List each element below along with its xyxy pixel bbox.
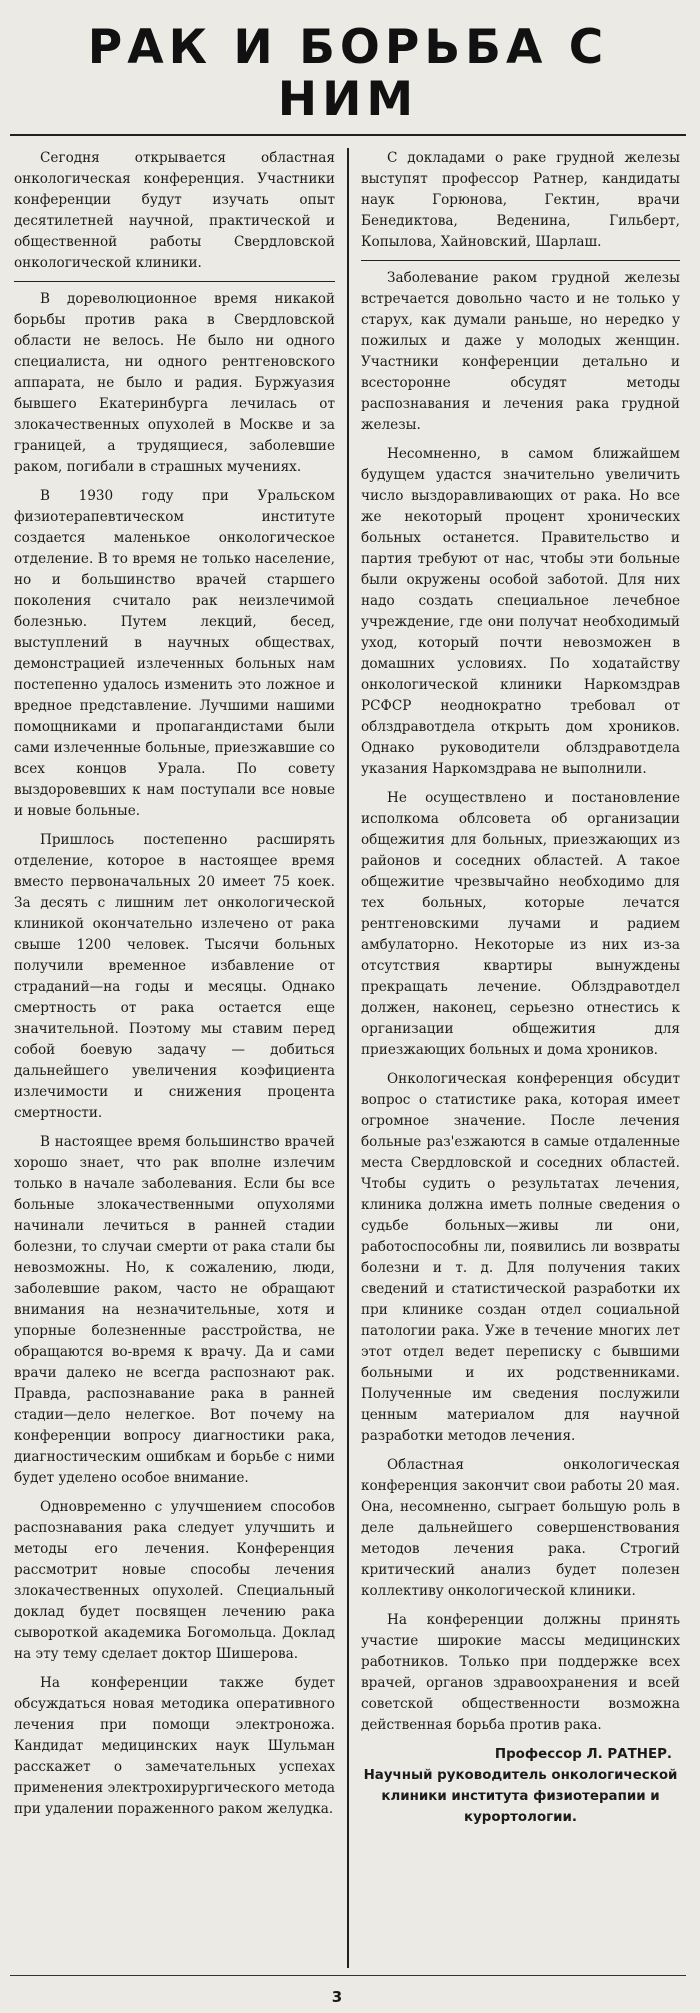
paragraph: Одновременно с улучшением способов распознавания рака следует улучшить и методы его лечения. Конференция рассмотрит новые способы лечения злокачественных опухолей. Специальный доклад будет посвящен лечению рака сывороткой академика Богомольца. Доклад на эту тему сделает доктор Шишерова. bbox=[14, 1499, 335, 1662]
article-body bbox=[10, 148, 686, 1968]
column-divider bbox=[347, 148, 349, 1968]
left-column bbox=[10, 148, 345, 1968]
paragraph: В 1930 году при Уральском физиотерапевтическом институте создается маленькое онкологическое отделение. В то время не только население, но и большинство врачей старшего поколения считало рак неизлечимой болезнью. Путем лекций, бесед, выступлений в научных обществах, демонстрацией излеченных больных нам постепенно удалось изменить это ложное и вредное представление. Лучшими нашими помощниками и пропагандистами были сами излеченные больные, приезжавшие со всех концов Урала. По совету выздоровевших к нам поступали все новые и новые больные. bbox=[14, 488, 335, 819]
bottom-divider bbox=[10, 1975, 686, 1976]
paragraph: На конференции должны принять участие широкие массы медицинских работников. Только при поддержке всех врачей, органов здравоохранения и всей советской общественности возможна действенная борьба против рака. bbox=[361, 1612, 680, 1733]
paragraph: Не осуществлено и постановление исполкома облсовета об организации общежития для больных, приезжающих из районов и соседних областей. А такое общежитие чрезвычайно необходимо для тех больных, которые лечатся рентгеновскими лучами и радием амбулаторно. Некоторые из них из-за отсутствия квартиры вынуждены прекращать лечение. Облздравотдел должен, наконец, серьезно отнестись к организации общежития для приезжающих больных и дома хроников. bbox=[361, 790, 680, 1058]
paragraph: Несомненно, в самом ближайшем будущем удастся значительно увеличить число выздоравливающих от рака. Но все же некоторый процент хронических больных останется. Правительство и партия требуют от нас, чтобы эти больные были окружены особой заботой. Для них надо создать специальное лечебное учреждение, где они получат необходимый уход, который почти невозможен в домашних условиях. По ходатайству онкологической клиники Наркомздрав РСФСР неоднократно требовал от облздравотдела открыть дом хроников. Однако руководители облздравотдела указания Наркомздрава не выполнили. bbox=[361, 446, 680, 777]
author-role: Научный руководитель онкологической клиники института физиотерапии и курортологии. bbox=[363, 1768, 678, 1825]
paragraph: Заболевание раком грудной железы встречается довольно часто и не только у старух, как думали раньше, но нередко у пожилых и даже у молодых женщин. Участники конференции детально и всесторонне обсудят методы распознавания и лечения рака грудной железы. bbox=[361, 270, 680, 433]
paragraph: Онкологическая конференция обсудит вопрос о статистике рака, которая имеет огромное значение. После лечения больные раз'езжаются в самые отдаленные места Свердловской и соседних областей. Чтобы судить о результатах лечения, клиника должна иметь полные сведения о судьбе больных—живы ли они, работоспособны ли, появились ли возвраты болезни и т. д. Для получения таких сведений и статистической разработки их при клинике создан отдел социальной патологии рака. Уже в течение многих лет этот отдел ведет переписку с бывшими больными и их родственниками. Полученные им сведения послужили ценным материалом для научной разработки методов лечения. bbox=[361, 1071, 680, 1444]
paragraph: С докладами о раке грудной железы выступят профессор Ратнер, кандидаты наук Горюнова, Гектин, врачи Бенедиктова, Веденина, Гильберт, Копылова, Хайновский, Шарлаш. bbox=[361, 148, 680, 261]
author-name: Профессор Л. РАТНЕР. bbox=[494, 1747, 672, 1762]
page-number: 3 bbox=[331, 1988, 343, 2006]
paragraph: В дореволюционное время никакой борьбы против рака в Свердловской области не велось. Не было ни одного специалиста, ни одного рентгеновского аппарата, не было и радия. Буржуазия бывшего Екатеринбурга лечилась от злокачественных опухолей в Москве и за границей, а трудящиеся, заболевшие раком, погибали в страшных мучениях. bbox=[14, 291, 335, 475]
paragraph: Областная онкологическая конференция закончит свои работы 20 мая. Она, несомненно, сыграет большую роль в деле дальнейшего совершенствования методов лечения рака. Строгий критический анализ будет полезен коллективу онкологической клиники. bbox=[361, 1457, 680, 1599]
paragraph: Сегодня открывается областная онкологическая конференция. Участники конференции будут изучать опыт десятилетней научной, практической и общественной работы Свердловской онкологической клиники. bbox=[14, 148, 335, 282]
article-headline: РАК И БОРЬБА С НИМ bbox=[10, 22, 686, 136]
paragraph: Пришлось постепенно расширять отделение, которое в настоящее время вместо первоначальных 20 имеет 75 коек. За десять с лишним лет онкологической клиникой окончательно излечено от рака свыше 1200 человек. Тысячи больных получили временное избавление от страданий—на годы и месяцы. Однако смертность от рака остается еще значительной. Поэтому мы ставим перед собой боевую задачу — добиться дальнейшего увеличения коэфициента излечимости и снижения процента смертности. bbox=[14, 832, 335, 1121]
right-column bbox=[351, 148, 686, 1968]
paragraph: На конференции также будет обсуждаться новая методика оперативного лечения при помощи электроножа. Кандидат медицинских наук Шульман расскажет о замечательных успехах применения электрохирургического метода при удалении пораженного раком желудка. bbox=[14, 1675, 335, 1817]
paragraph: В настоящее время большинство врачей хорошо знает, что рак вполне излечим только в начале заболевания. Если бы все больные злокачественными опухолями начинали лечиться в ранней стадии болезни, то случаи смерти от рака стали бы невозможны. Но, к сожалению, люди, заболевшие раком, часто не обращают внимания на незначительные, хотя и упорные болезненные расстройства, не обращаются во-время к врачу. Да и сами врачи далеко не всегда распознают рак. Правда, распознавание рака в ранней стадии—дело нелегкое. Вот почему на конференции вопросу диагностики рака, диагностическим ошибкам и борьбе с ними будет уделено особое внимание. bbox=[14, 1134, 335, 1486]
author-signature bbox=[361, 1744, 680, 1828]
